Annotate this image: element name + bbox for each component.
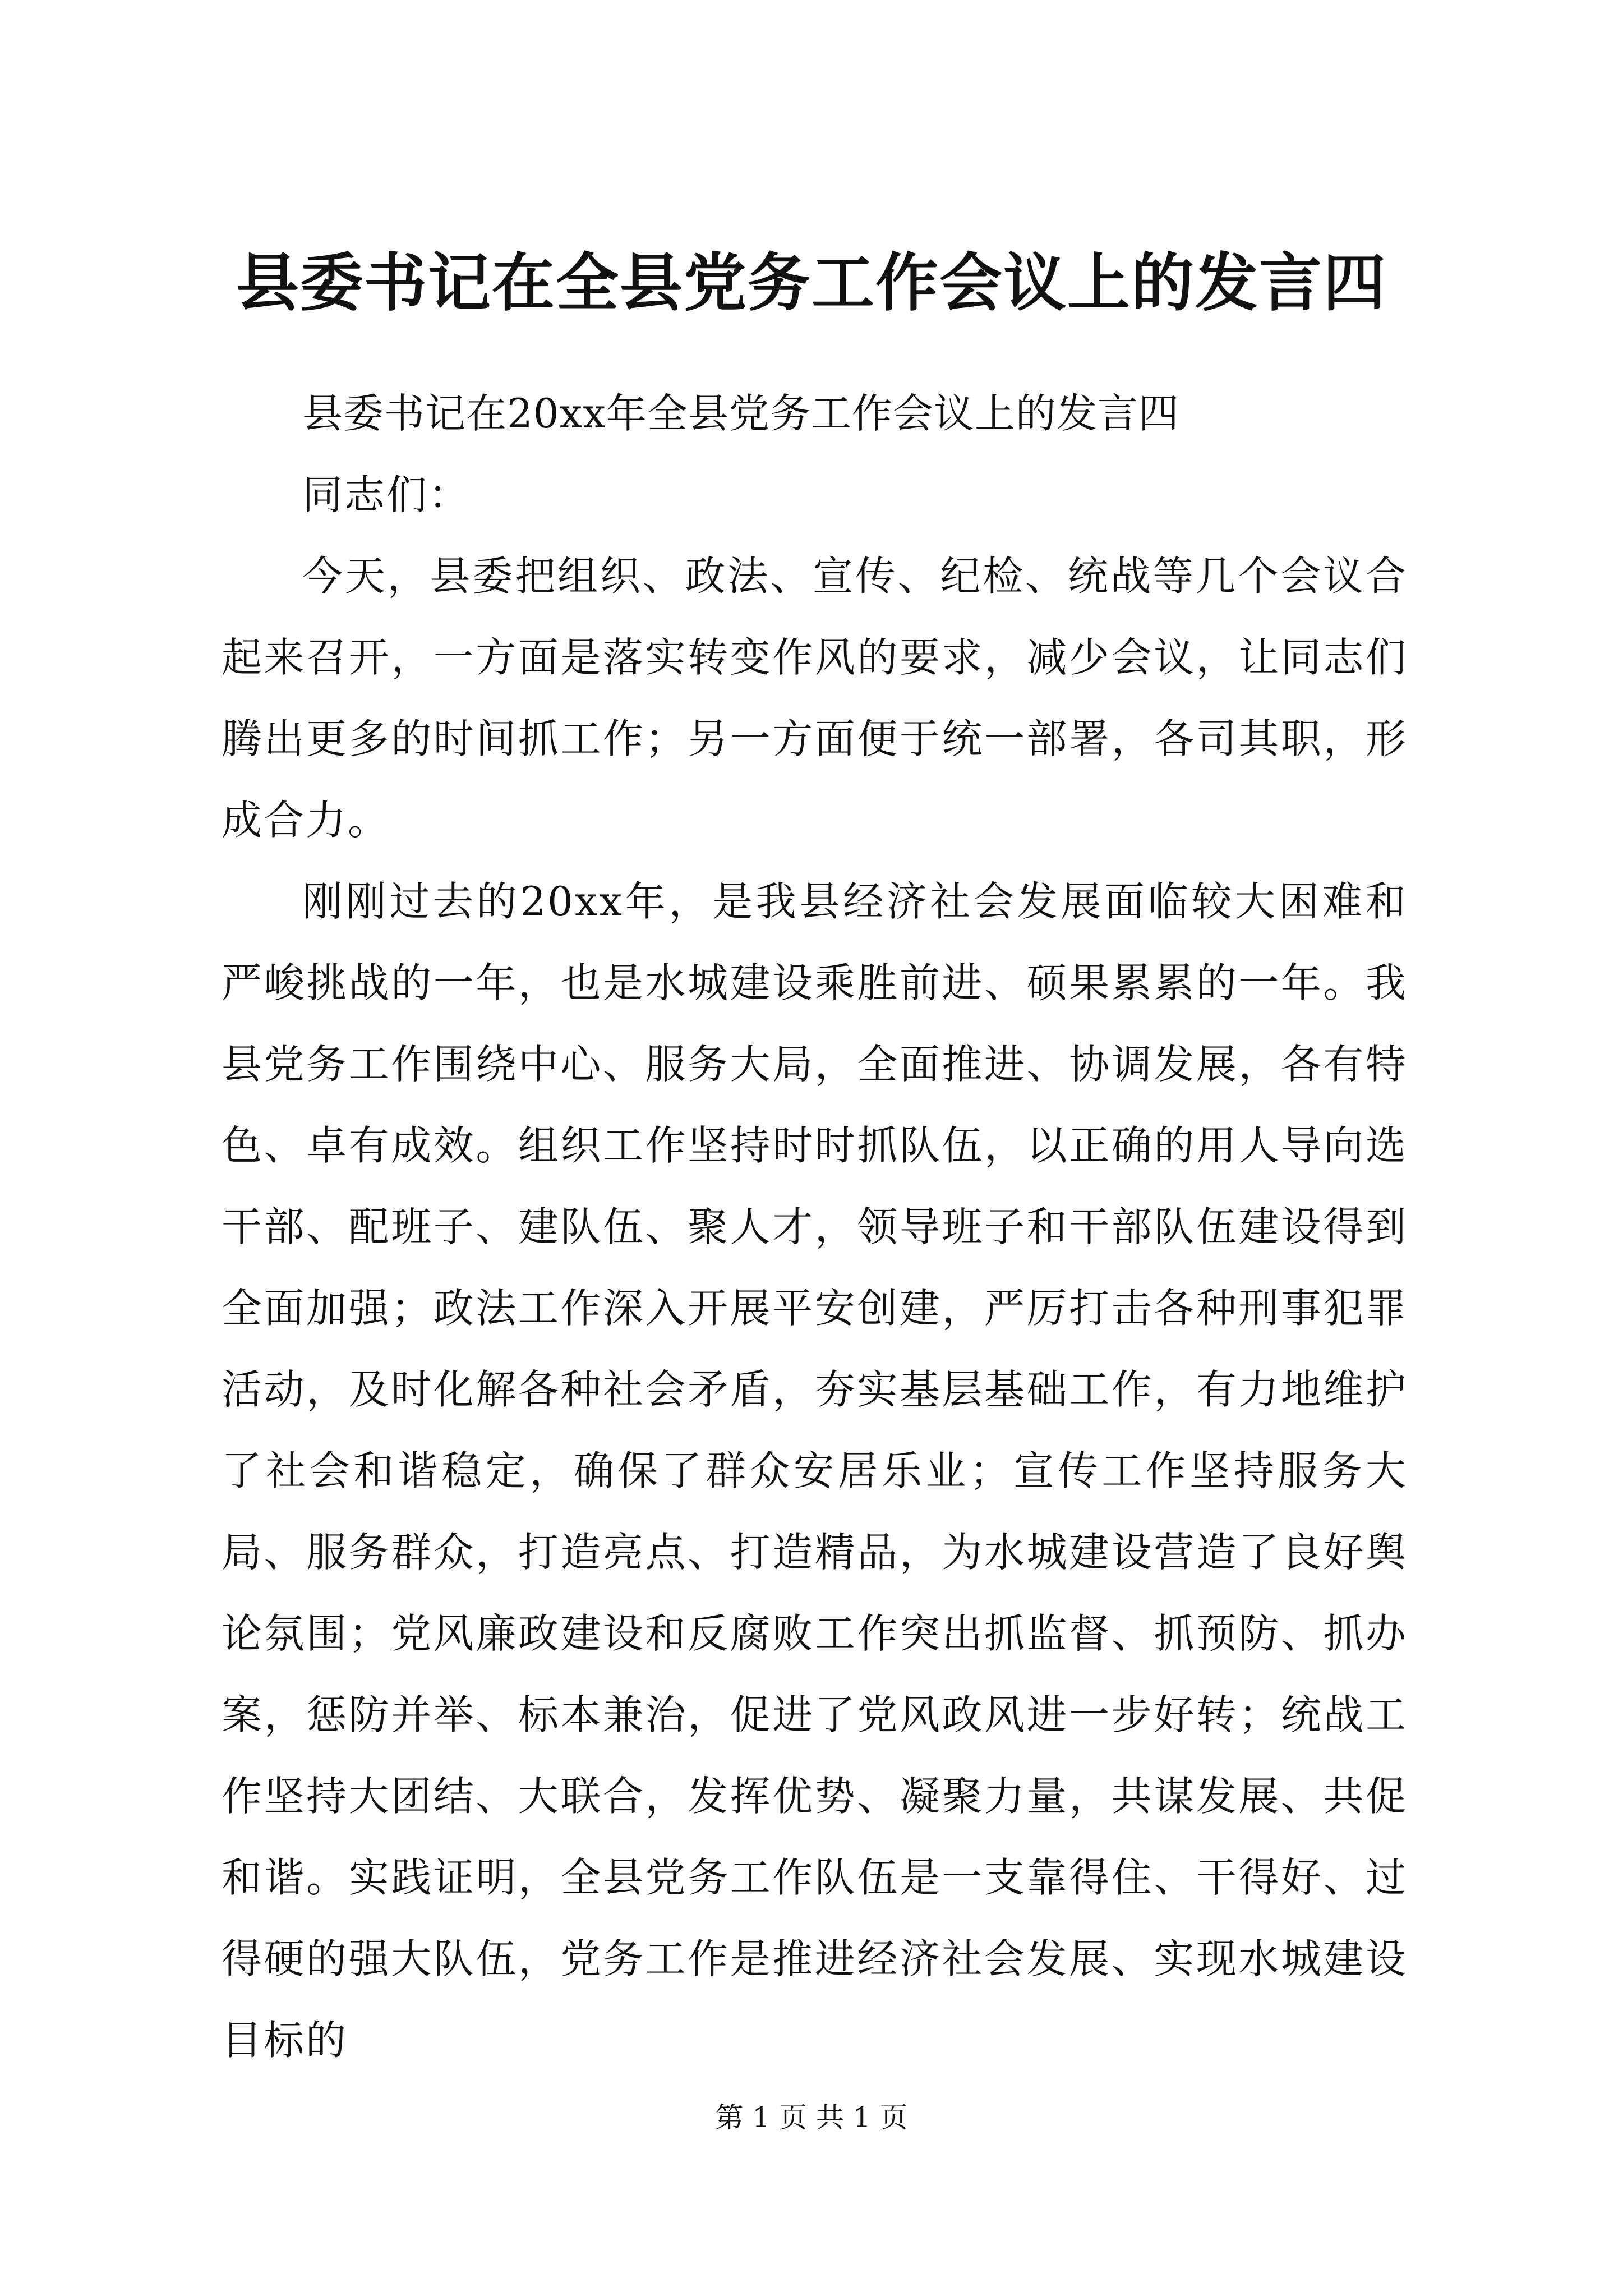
page-footer: 第 1 页 共 1 页: [715, 2101, 908, 2134]
body-paragraph: 今天，县委把组织、政法、宣传、纪检、统战等几个会议合起来召开，一方面是落实转变作风的要求，减少会议，让同志们腾出更多的时间抓工作；另一方面便于统一部署，各司其职，形成合力。: [222, 553, 1408, 844]
document-body: [222, 373, 1408, 2081]
page-title: 县委书记在全县党务工作会议上的发言四: [236, 246, 1387, 320]
body-paragraph: 刚刚过去的20xx年，是我县经济社会发展面临较大困难和严峻挑战的一年，也是水城建设乘胜前进、硕果累累的一年。我县党务工作围绕中心、服务大局，全面推进、协调发展，各有特色、卓有成效。组织工作坚持时时抓队伍，以正确的用人导向选干部、配班子、建队伍、聚人才，领导班子和干部队伍建设得到全面加强；政法工作深入开展平安创建，严厉打击各种刑事犯罪活动，及时化解各种社会矛盾，夯实基层基础工作，有力地维护了社会和谐稳定，确保了群众安居乐业；宣传工作坚持服务大局、服务群众，打造亮点、打造精品，为水城建设营造了良好舆论氛围；党风廉政建设和反腐败工作突出抓监督、抓预防、抓办案，惩防并举、标本兼治，促进了党风政风进一步好转；统战工作坚持大团结、大联合，发挥优势、凝聚力量，共谋发展、共促和谐。实践证明，全县党务工作队伍是一支靠得住、干得好、过得硬的强大队伍，党务工作是推进经济社会发展、实现水城建设目标的: [222, 878, 1408, 2064]
salutation-paragraph: 同志们：: [302, 471, 471, 518]
subtitle-paragraph: 县委书记在20xx年全县党务工作会议上的发言四: [302, 390, 1179, 437]
